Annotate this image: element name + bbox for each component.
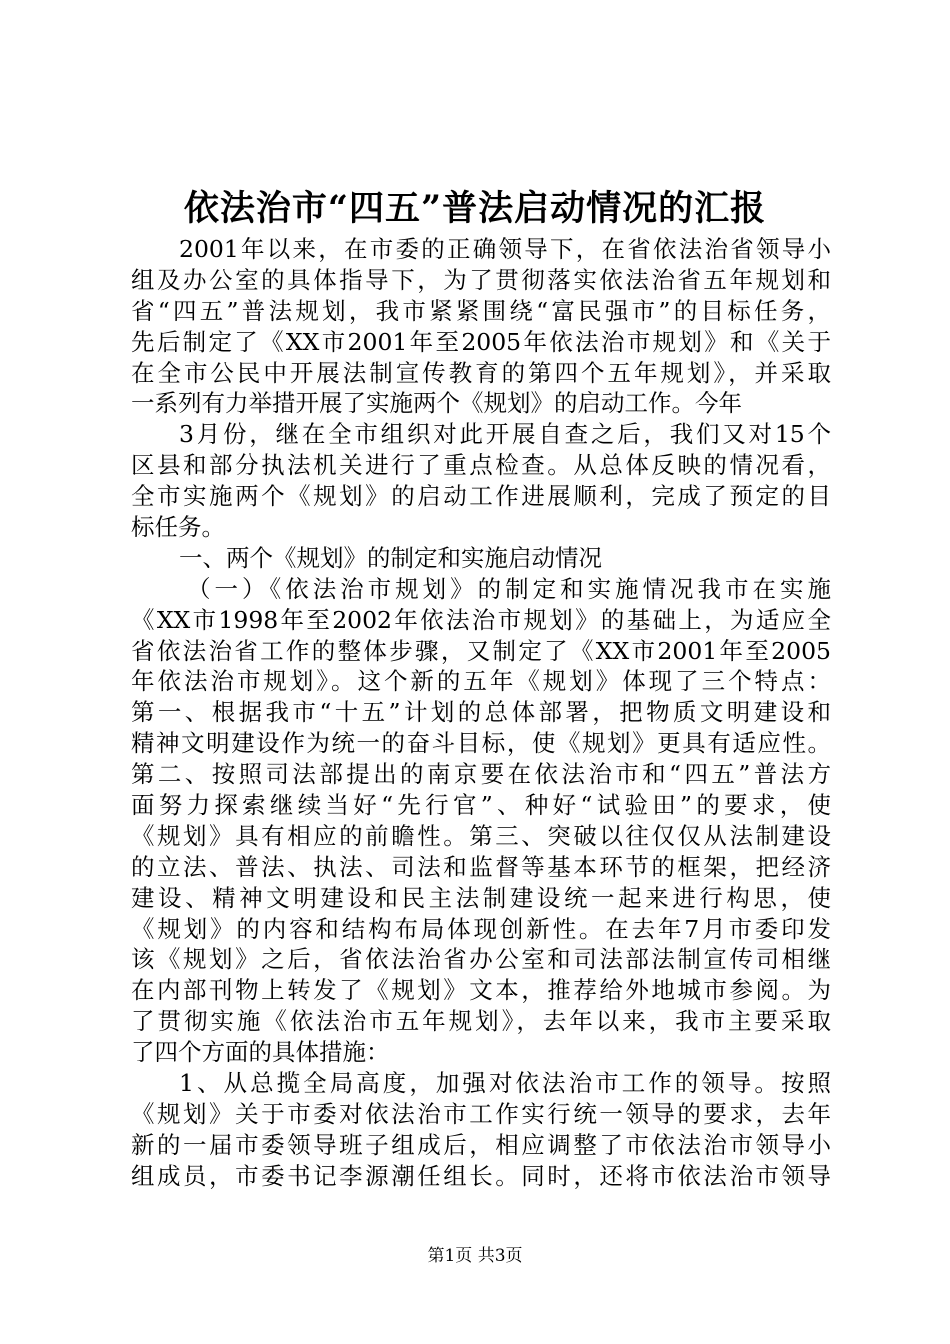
text-line: 面努力探索继续当好“先行官”、种好“试验田”的要求，使 [131,791,831,820]
text-line: 第二、按照司法部提出的南京要在依法治市和“四五”普法方 [131,760,831,789]
page-footer: 第1页 共3页 [427,1246,523,1266]
text-line: 《规划》具有相应的前瞻性。第三、突破以往仅仅从法制建设 [131,821,831,850]
text-line: 精神文明建设作为统一的奋斗目标，使《规划》更具有适应性。 [131,729,831,758]
text-line: 该《规划》之后，省依法治省办公室和司法部法制宣传司相继 [131,945,831,974]
text-line: 全市实施两个《规划》的启动工作进展顺利，完成了预定的目 [131,482,831,511]
text-line: 第一、根据我市“十五”计划的总体部署，把物质文明建设和 [131,698,831,727]
text-line: 年依法治市规划》。这个新的五年《规划》体现了三个特点： [131,667,831,696]
text-line: 组成员，市委书记李源潮任组长。同时，还将市依法治市领导 [131,1161,831,1190]
text-line: 2001年以来，在市委的正确领导下，在省依法治省领导小 [179,235,831,263]
text-line: 《规划》的内容和结构布局体现创新性。在去年7月市委印发 [131,914,831,943]
text-line: 一系列有力举措开展了实施两个《规划》的启动工作。今年 [131,389,742,418]
text-line: 3月份，继在全市组织对此开展自查之后，我们又对15个 [179,420,831,449]
section-heading: 一、两个《规划》的制定和实施启动情况 [179,543,602,572]
text-line: 区县和部分执法机关进行了重点检查。从总体反映的情况看， [131,451,831,480]
text-line: 先后制定了《XX市2001年至2005年依法治市规划》和《关于 [131,327,831,356]
text-line: 《规划》关于市委对依法治市工作实行统一领导的要求，去年 [131,1099,831,1128]
text-line: 了四个方面的具体措施： [131,1038,390,1067]
text-line: 省依法治省工作的整体步骤，又制定了《XX市2001年至2005 [131,636,831,665]
text-line: 标任务。 [131,513,225,542]
text-line: 的立法、普法、执法、司法和监督等基本环节的框架，把经济 [131,852,831,881]
text-line: 1、从总揽全局高度，加强对依法治市工作的领导。按照 [179,1069,831,1098]
text-line: 建设、精神文明建设和民主法制建设统一起来进行构思，使 [131,883,831,912]
text-line: 在全市公民中开展法制宣传教育的第四个五年规划》，并采取 [131,358,831,387]
text-line: 了贯彻实施《依法治市五年规划》，去年以来，我市主要采取 [131,1007,831,1036]
text-line: （一）《依法治市规划》的制定和实施情况我市在实施 [187,574,831,603]
document-body [131,234,831,1192]
text-line: 在内部刊物上转发了《规划》文本，推荐给外地城市参阅。为 [131,976,831,1005]
text-line: 组及办公室的具体指导下，为了贯彻落实依法治省五年规划和 [131,265,831,294]
text-line: 省“四五”普法规划，我市紧紧围绕“富民强市”的目标任务， [131,296,831,325]
document-title: 依法治市“四五”普法启动情况的汇报 [183,188,767,229]
text-line: 新的一届市委领导班子组成后，相应调整了市依法治市领导小 [131,1130,831,1159]
text-line: 《XX市1998年至2002年依法治市规划》的基础上，为适应全 [131,605,831,634]
